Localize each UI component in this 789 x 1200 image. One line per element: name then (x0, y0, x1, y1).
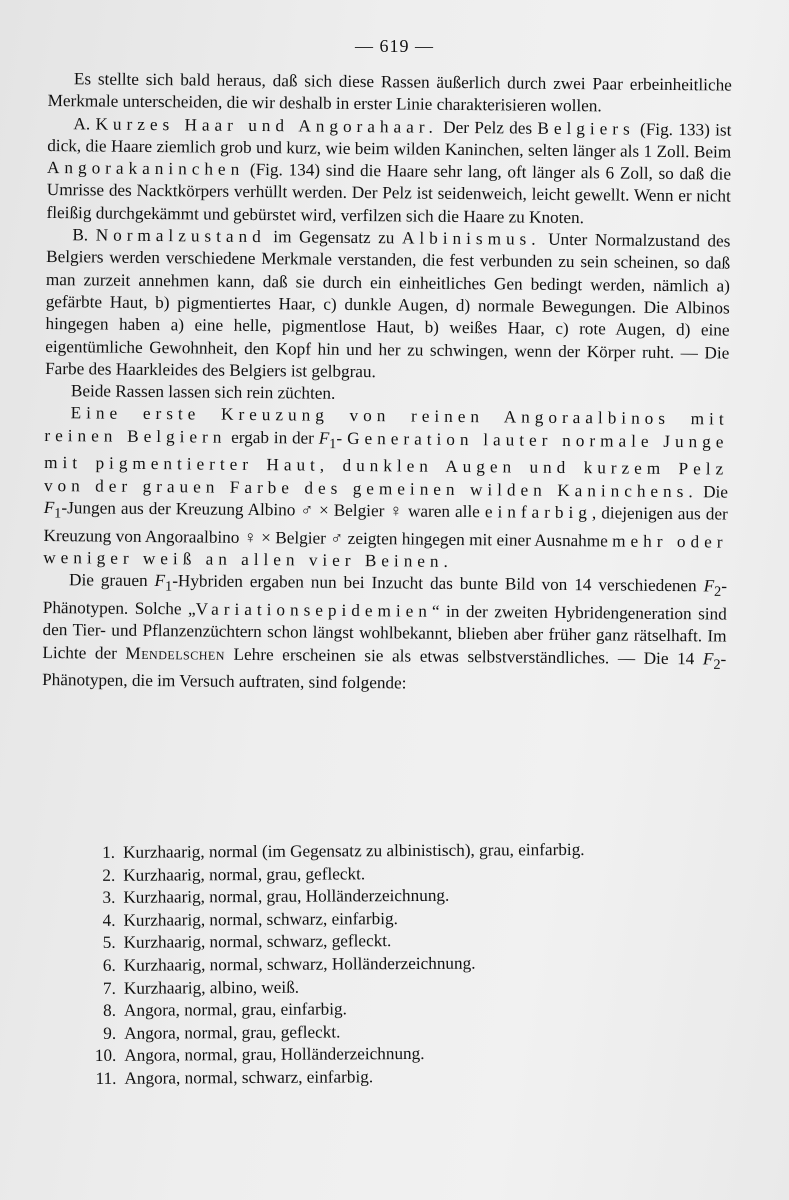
list-number: 4. (102, 910, 116, 930)
text-run: -Phänotypen, die im Versuch auftraten, sind folgende: (42, 649, 727, 693)
list-text: Kurzhaarig, normal (im Gegensatz zu albinistisch), grau, einfarbig. (123, 839, 585, 862)
text-run: -Phänotypen. Solche „ (42, 576, 728, 619)
f-subscript: 1 (54, 505, 62, 522)
text-run: ergab in der (226, 427, 319, 448)
f-symbol: F (43, 498, 55, 518)
list-text: Angora, normal, grau, Holländerzeichnung. (124, 1044, 425, 1066)
spaced-term: Albinismus. (401, 228, 541, 249)
list-number: 10. (94, 1046, 117, 1066)
list-number: 7. (102, 978, 116, 998)
phenotype-list (85, 838, 727, 1090)
f-subscript: 2 (714, 584, 722, 601)
f-symbol: F (703, 576, 715, 596)
f-subscript: 1 (164, 578, 173, 596)
list-text: Angora, normal, schwarz, einfarbig. (124, 1067, 374, 1088)
spaced-term: Angorakaninchen (46, 158, 245, 180)
list-item (86, 1064, 726, 1091)
list-text: Kurzhaarig, normal, grau, gefleckt. (123, 863, 366, 885)
paragraph-beide: Beide Rassen lassen sich rein züchten. (70, 381, 336, 403)
text-run: (Fig. 134) sind die Haare sehr lang, oft länger als 6 Zoll, so daß die Umrisse des Nacktkörpers verhüllt werden. Der Pelz ist seidenweich, leicht gewellt. Wenn er nicht fleißig durchgekämmt und gebürstet wird, verfilzen sich die Haare zu Knoten. (46, 160, 732, 227)
text-run: Der Pelz des (437, 117, 538, 138)
section-title-b: Normalzustand (95, 225, 266, 247)
body-text (42, 68, 732, 698)
text-run: , diejenigen aus der Kreuzung von Angoraalbino ♀ × Belgier ♂ zeigten hingegen mit einer Ausnahme (43, 503, 728, 551)
section-label-b: B. (72, 225, 89, 245)
text-run: (Fig. 133) ist dick, die Haare ziemlich grob und kurz, wie beim wilden Kaninchen, selten länger als 1 Zoll. Beim (47, 119, 732, 162)
spaced-term: -Generation lauter normale Junge mit pigmentierter Haut, dunklen Augen und kurzem Pelz von der grauen Farbe des gemeinen wilden Kaninchens. (43, 428, 729, 502)
paragraph-intro: Es stellte sich bald heraus, daß sich diese Rassen äußerlich durch zwei Paar erbeinheitliche Merkmale unterscheiden, die wir deshalb in erster Linie charakterisieren wollen. (47, 69, 732, 116)
section-label-a: A. (73, 113, 91, 134)
spaced-term: Belgiers (537, 118, 635, 139)
list-text: Kurzhaarig, normal, schwarz, gefleckt. (123, 931, 392, 953)
list-number: 2. (102, 865, 116, 885)
list-text: Angora, normal, grau, gefleckt. (124, 1022, 341, 1043)
small-caps-name: Mendelschen (125, 643, 226, 664)
spaced-term: mehr oder weniger weiß an allen vier Beinen. (43, 531, 728, 572)
spaced-term: Variationsepidemien (195, 599, 433, 621)
text-run: im Gegensatz zu (265, 227, 403, 248)
f-symbol: F (154, 571, 166, 591)
text-run: Die grauen (68, 570, 155, 591)
text-run: -Hybriden ergaben nun bei Inzucht das bunte Bild von 14 verschiedenen (172, 571, 704, 596)
list-text: Kurzhaarig, normal, schwarz, einfarbig. (123, 908, 398, 930)
text-run: Unter Normalzustand des Belgiers werden verschiedene Merkmale verstanden, die fest verbunden zu sein scheinen, so daß man zurzeit annehmen kann, daß sie durch ein einheitliches Gen bedingt werden, nämlich a) gefärbte Haut, b) pigmentiertes Haar, c) dunkle Augen, d) normale Bewegungen. Die Albinos hingegen haben a) eine helle, pigmentlose Haut, b) weißes Haar, c) rote Augen, d) eine eigentümliche Gewohnheit, den Kopf hin und her zu schwingen, wenn der Körper ruht. — Die Farbe des Haarkleides des Belgiers ist gelbgrau. (45, 229, 731, 382)
f-subscript: 1 (329, 435, 337, 452)
list-number: 6. (102, 955, 116, 975)
text-run: “ in der zweiten Hybridengeneration sind den Tier- und Pflanzenzüchtern schon längst wohlbekannt, blieben aber früher ganz rätselhaft. Im Lichte der (42, 601, 727, 663)
section-title-a: Kurzes Haar und Angorahaar. (95, 114, 438, 137)
paragraph-kreuzung (43, 402, 729, 576)
text-run: Lehre erscheinen sie als etwas selbstverständliches. — Die 14 (224, 644, 704, 669)
text-run: Die (697, 482, 729, 502)
list-number: 11. (95, 1068, 117, 1088)
list-number: 8. (103, 1000, 117, 1021)
paragraph-a (47, 113, 732, 231)
list-number: 9. (103, 1023, 117, 1043)
f-subscript: 2 (713, 656, 721, 673)
paragraph-grauen (42, 569, 727, 698)
text-run: -Jungen aus der Kreuzung Albino ♂ × Belgier ♀ waren alle (61, 498, 485, 522)
list-number: 1. (102, 842, 116, 862)
f-symbol: F (318, 428, 330, 448)
spaced-term: einfarbig (484, 502, 593, 523)
spaced-term: Eine erste Kreuzung von reinen Angoraalbinos mit reinen Belgiern (44, 403, 729, 447)
page-number: — 619 — (355, 36, 434, 56)
list-number: 5. (102, 933, 116, 953)
list-text: Kurzhaarig, albino, weiß. (123, 977, 300, 998)
paragraph-b (45, 224, 730, 387)
list-text: Kurzhaarig, normal, schwarz, Holländerzeichnung. (123, 953, 476, 975)
list-text: Kurzhaarig, normal, grau, Holländerzeichnung. (123, 885, 450, 907)
list-text: Angora, normal, grau, einfarbig. (123, 999, 347, 1020)
list-number: 3. (102, 888, 116, 908)
f-symbol: F (702, 649, 714, 669)
